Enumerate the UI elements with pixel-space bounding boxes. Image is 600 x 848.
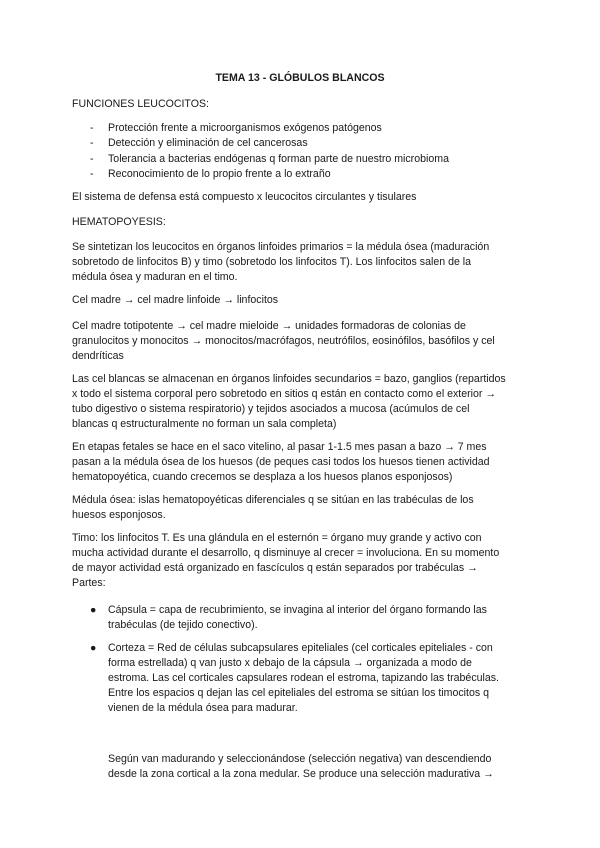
text-line: tubo digestivo o sistema respiratorio) y tejidos asociados a mucosa (acúmulos de cel — [72, 403, 470, 415]
paragraph-defense: El sistema de defensa está compuesto x leucocitos circulantes y tisulares — [72, 191, 417, 203]
paragraph-marrow — [72, 493, 527, 523]
paragraph-fetal — [72, 440, 527, 485]
text-line: Se sintetizan los leucocitos en órganos linfoides primarios = la médula ósea (maduración — [72, 241, 490, 253]
text-line: sobretodo de linfocitos B) y timo (sobretodo los linfocitos T). Los linfocitos salen de la — [72, 256, 472, 268]
list-item: - Reconocimiento de lo propio frente a lo extraño — [90, 167, 520, 182]
bullet-text — [108, 603, 523, 633]
text-line: desde la zona cortical a la zona medular. Se produce una selección madurativa → — [108, 768, 494, 780]
text-line: Las cel blancas se almacenan en órganos linfoides secundarios = bazo, ganglios (repartidos — [72, 373, 506, 385]
text-line: Cápsula = capa de recubrimiento, se invagina al interior del órgano formando las — [108, 604, 487, 616]
text-line: forma estrellada) q van justo x debajo de la cápsula → organizada a modo de — [108, 657, 472, 669]
text-line: En etapas fetales se hace en el saco vitelino, al pasar 1-1.5 mes pasan a bazo → 7 mes — [72, 441, 487, 453]
page-title: TEMA 13 - GLÓBULOS BLANCOS — [215, 72, 385, 84]
paragraph-lymphoid-lineage: Cel madre → cel madre linfoide → linfocitos — [72, 294, 279, 306]
bullet-icon: ● — [90, 642, 97, 654]
list-item: - Tolerancia a bacterias endógenas q forman parte de nuestro microbioma — [90, 152, 520, 167]
text-line: Según van madurando y seleccionándose (selección negativa) van descendiendo — [108, 753, 492, 765]
text-line: vienen de la médula ósea para madurar. — [108, 702, 298, 714]
paragraph-cortex-continuation — [108, 752, 523, 782]
text-line: Timo: los linfocitos T. Es una glándula en el esternón = órgano muy grande y activo con — [72, 532, 482, 544]
text-line: Cel madre totipotente → cel madre mieloide → unidades formadoras de colonias de — [72, 320, 466, 332]
text-line: trabéculas (de tejido conectivo). — [108, 619, 258, 631]
text-line: Partes: — [72, 577, 106, 589]
paragraph-synthesis — [72, 240, 527, 285]
paragraph-myeloid-lineage — [72, 319, 527, 364]
section-heading-hematopoyesis: HEMATOPOYESIS: — [72, 216, 166, 228]
text-line: estroma. Las cel corticales capsulares rodean el estroma, tapizando las trabéculas. — [108, 672, 499, 684]
bullet-icon: ● — [90, 604, 97, 616]
bullet-text — [108, 641, 523, 716]
text-line: blancas q estructuralmente no forman un sala completa) — [72, 418, 337, 430]
list-item: - Protección frente a microorganismos exógenos patógenos — [90, 121, 520, 136]
text-line: pasan a la médula ósea de los huesos (de peques casi todos los huesos tienen actividad — [72, 456, 490, 468]
functions-list — [90, 121, 520, 182]
text-line: granulocitos y monocitos → monocitos/macrófagos, neutrófilos, eosinófilos, basófilos y cel — [72, 335, 495, 347]
text-line: médula ósea y maduran en el timo. — [72, 271, 238, 283]
text-line: x todo el sistema corporal pero sobretodo en sitios q están en contacto como el exterior → — [72, 388, 496, 400]
text-line: huesos esponjosos. — [72, 509, 166, 521]
text-line: de mayor actividad está organizado en fascículos q están separados por trabéculas → — [72, 562, 478, 574]
paragraph-storage — [72, 372, 527, 432]
list-item: - Detección y eliminación de cel cancerosas — [90, 136, 520, 151]
text-line: Entre los espacios q dejan las cel epiteliales del estroma se sitúan los timocitos q — [108, 687, 489, 699]
text-line: mucha actividad durante el desarrollo, q disminuye al crecer = involuciona. En su momento — [72, 547, 500, 559]
text-line: hematopoyética, cuando crecemos se desplaza a los huesos planos esponjosos) — [72, 471, 453, 483]
text-line: dendríticas — [72, 350, 124, 362]
paragraph-thymus — [72, 531, 527, 591]
section-heading-functions: FUNCIONES LEUCOCITOS: — [72, 98, 209, 110]
text-line: Corteza = Red de células subcapsulares epiteliales (cel corticales epiteliales - con — [108, 642, 493, 654]
text-line: Médula ósea: islas hematopoyéticas diferenciales q se sitúan en las trabéculas de los — [72, 494, 474, 506]
